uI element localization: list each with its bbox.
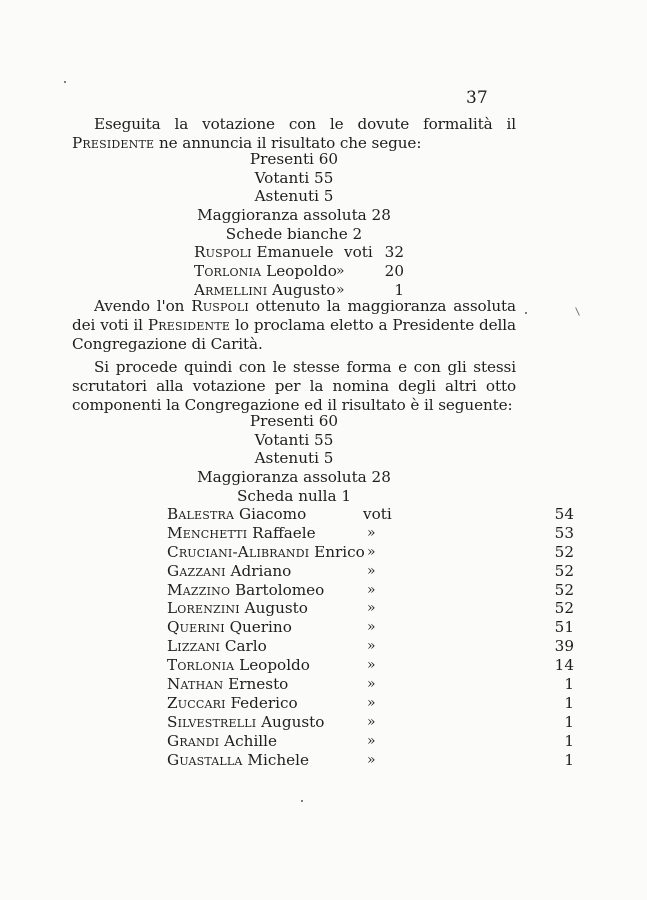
vote-label: » [367, 600, 376, 617]
vote-label: » [367, 732, 376, 749]
candidate-name: Zuccari Federico [167, 693, 298, 712]
scan-speck [64, 81, 66, 83]
tally-line: Votanti 55 [254, 430, 334, 449]
tally-line: Maggioranza assoluta 28 [197, 468, 391, 487]
vote-count: 51 [554, 618, 574, 637]
tally-line: Astenuti 5 [254, 187, 334, 206]
paragraph-3: Si procede quindi con le stesse forma e con gli stessi scrutatori alla votazione per la nomina degli altri otto componenti la Congregazione ed il risultato è il seguente: [72, 358, 516, 414]
vote-label: » [367, 676, 376, 693]
vote-count: 1 [564, 731, 574, 750]
candidate-name: Grandi Achille [167, 731, 278, 750]
tally-block-1 [72, 150, 516, 244]
vote-count: 1 [394, 281, 404, 299]
vote-count: 32 [384, 243, 404, 261]
tally-line: Astenuti 5 [254, 449, 334, 468]
vote-label: » [367, 713, 376, 730]
paragraph-1: Eseguita la votazione con le dovute formalità il Presidente ne annuncia il risultato che segue: [72, 115, 516, 152]
candidate-name: Armellini Augusto [194, 281, 336, 299]
candidate-name: Guastalla Michele [167, 750, 309, 769]
vote-label: » [367, 638, 376, 655]
vote-count: 52 [554, 542, 574, 561]
vote-count: 1 [564, 693, 574, 712]
vote-label: voti [363, 505, 392, 523]
candidate-name: Querini Querino [167, 618, 292, 637]
page-number: 37 [466, 88, 488, 108]
candidate-name: Cruciani-Alibrandi Enrico [167, 542, 365, 561]
candidate-name: Silvestrelli Augusto [167, 712, 325, 731]
vote-count: 1 [564, 675, 574, 694]
candidate-name: Gazzani Adriano [167, 561, 292, 580]
candidate-name: Mazzino Bartolomeo [167, 580, 325, 599]
vote-count: 53 [554, 523, 574, 542]
candidate-name: Ruspoli Emanuele [194, 243, 334, 261]
candidate-name: Torlonia Leopoldo [167, 656, 310, 675]
tally-line: Schede bianche 2 [225, 224, 363, 243]
vote-count: 52 [554, 561, 574, 580]
paragraph-2: Avendo l'on Ruspoli ottenuto la maggioranza assoluta dei voti il Presidente lo proclama eletto a Presidente della Congregazione di Carità. [72, 297, 517, 353]
tally-line: Presenti 60 [249, 150, 339, 168]
scan-speck [301, 800, 303, 802]
tally-line: Maggioranza assoluta 28 [197, 206, 391, 225]
vote-count: 20 [384, 262, 404, 280]
vote-label: » [336, 282, 345, 298]
vote-count: 1 [564, 750, 574, 769]
vote-label: » [367, 619, 376, 636]
candidate-name: Torlonia Leopoldo [194, 262, 337, 280]
vote-label: voti [344, 243, 373, 261]
scan-mark [575, 307, 580, 316]
vote-label: » [367, 543, 376, 560]
candidate-name: Lizzani Carlo [167, 637, 267, 656]
tally-line: Scheda nulla 1 [236, 486, 352, 505]
vote-label: » [367, 751, 376, 768]
tally-line: Presenti 60 [249, 412, 339, 430]
vote-count: 39 [554, 637, 574, 656]
vote-label: » [367, 694, 376, 711]
vote-label: » [367, 524, 376, 541]
vote-label: » [367, 562, 376, 579]
vote-label: » [336, 263, 345, 279]
vote-count: 52 [554, 580, 574, 599]
candidate-name: Balestra Giacomo [167, 505, 307, 523]
candidate-name: Lorenzini Augusto [167, 599, 308, 618]
president-name: Presidente [72, 134, 155, 152]
candidate-name: Menchetti Raffaele [167, 523, 316, 542]
vote-count: 54 [554, 505, 574, 523]
vote-count: 14 [554, 656, 574, 675]
tally-line: Votanti 55 [254, 168, 334, 187]
tally-block-2 [72, 412, 516, 506]
scan-speck [525, 312, 527, 314]
vote-count: 52 [554, 599, 574, 618]
vote-count: 1 [564, 712, 574, 731]
candidate-name: Nathan Ernesto [167, 675, 289, 694]
vote-label: » [367, 581, 376, 598]
vote-label: » [367, 657, 376, 674]
